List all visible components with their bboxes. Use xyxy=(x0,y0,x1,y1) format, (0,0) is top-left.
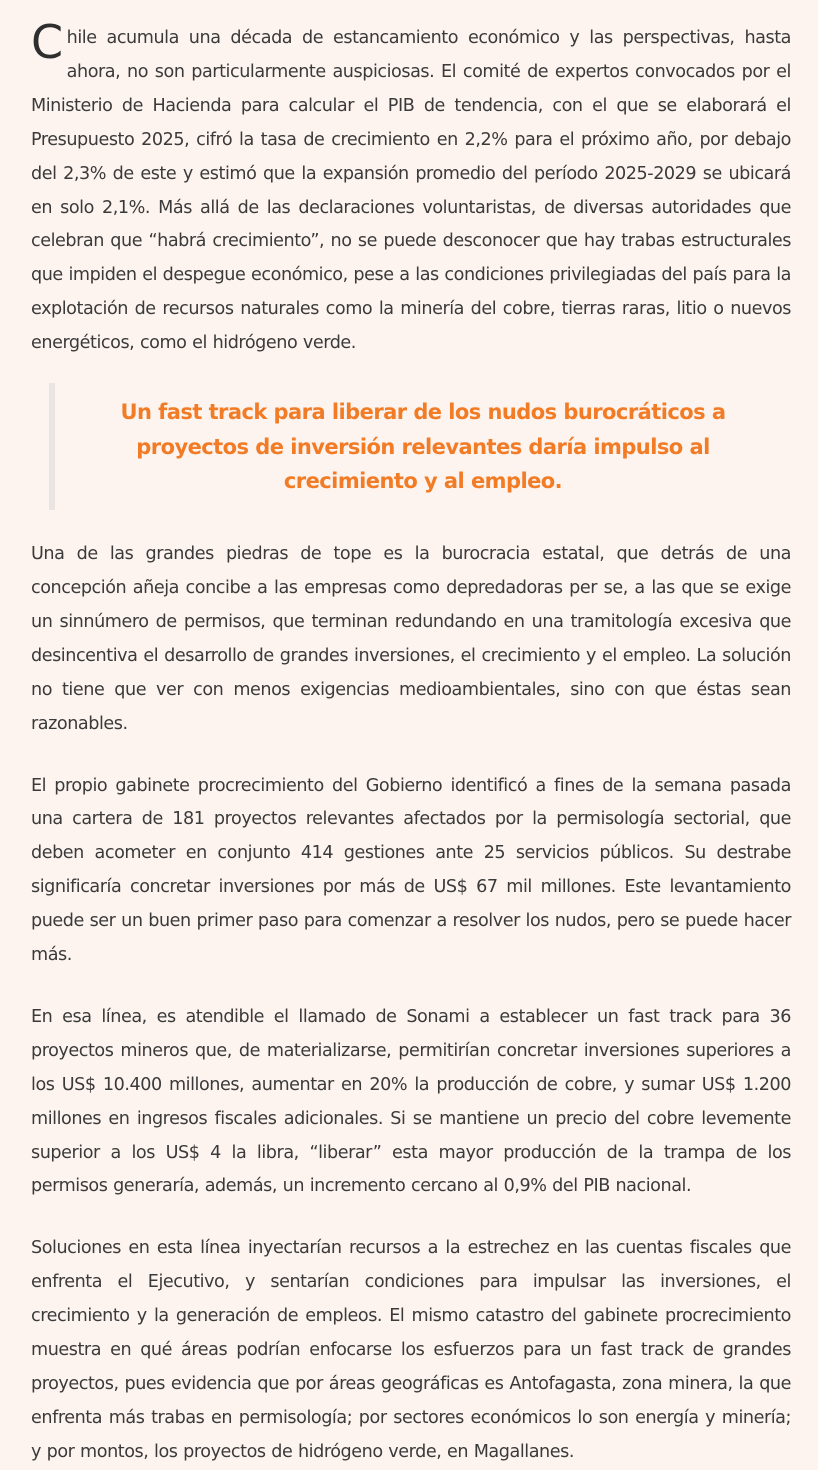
paragraph-4: En esa línea, es atendible el llamado de Sonami a establecer un fast track para 36 proyectos mineros que, de materializarse, permitirían concretar inversiones superiores a los US$ 10.400 millones, aumentar en 20% la producción de cobre, y sumar US$ 1.200 millones en ingresos fiscales adicionales. Si se mantiene un precio del cobre levemente superior a los US$ 4 la libra, “liberar” esta mayor producción de la trampa de los permisos generaría, además, un incremento cercano al 0,9% del PIB nacional. xyxy=(31,1006,791,1197)
paragraph-1-text: hile acumula una década de estancamiento económico y las perspectivas, hasta ahora, no son particularmente auspiciosas. El comité de expertos convocados por el Ministerio de Hacienda para calcular el PIB de tendencia, con el que se elaborará el Presupuesto 2025, cifró la tasa de crecimiento en 2,2% para el próximo año, por debajo del 2,3% de este y estimó que la expansión promedio del período 2025-2029 se ubicará en solo 2,1%. Más allá de las declaraciones voluntaristas, de diversas autoridades que celebran que “habrá crecimiento”, no se puede desconocer que hay trabas estructurales que impiden el despegue económico, pese a las condiciones privilegiadas del país para la explotación de recursos naturales como la minería del cobre, tierras raras, litio o nuevos energéticos, como el hidrógeno verde. xyxy=(31,28,791,354)
paragraph-5: Soluciones en esta línea inyectarían recursos a la estrechez en las cuentas fiscales que enfrenta el Ejecutivo, y sentarían condiciones para impulsar las inversiones, el crecimiento y la generación de empleos. El mismo catastro del gabinete procrecimiento muestra en qué áreas podrían enfocarse los esfuerzos para un fast track de grandes proyectos, pues evidencia que por áreas geográficas es Antofagasta, zona minera, la que enfrenta más trabas en permisología; por sectores económicos lo son energía y minería; y por montos, los proyectos de hidrógeno verde, en Magallanes. xyxy=(31,1238,791,1462)
dropcap: C xyxy=(31,15,63,69)
paragraph-2: Una de las grandes piedras de tope es la burocracia estatal, que detrás de una concepción añeja concibe a las empresas como depredadoras per se, a las que se exige un sinnúmero de permisos, que terminan redundando en una tramitología excesiva que desincentiva el desarrollo de grandes inversiones, el crecimiento y el empleo. La solución no tiene que ver con menos exigencias medioambientales, sino con que éstas sean razonables. xyxy=(31,544,791,734)
pullquote-text: Un fast track para liberar de los nudos burocráticos a proyectos de inversión relevantes daría impulso al crecimiento y al empleo. xyxy=(120,400,726,494)
pullquote xyxy=(49,383,791,510)
article-body xyxy=(31,0,791,1470)
paragraph-1 xyxy=(31,0,791,361)
paragraph-3: El propio gabinete procrecimiento del Gobierno identificó a fines de la semana pasada una cartera de 181 proyectos relevantes afectados por la permisología sectorial, que deben acometer en conjunto 414 gestiones ante 25 servicios públicos. Su destrabe significaría concretar inversiones por más de US$ 67 mil millones. Este levantamiento puede ser un buen primer paso para comenzar a resolver los nudos, pero se puede hacer más. xyxy=(31,775,791,966)
